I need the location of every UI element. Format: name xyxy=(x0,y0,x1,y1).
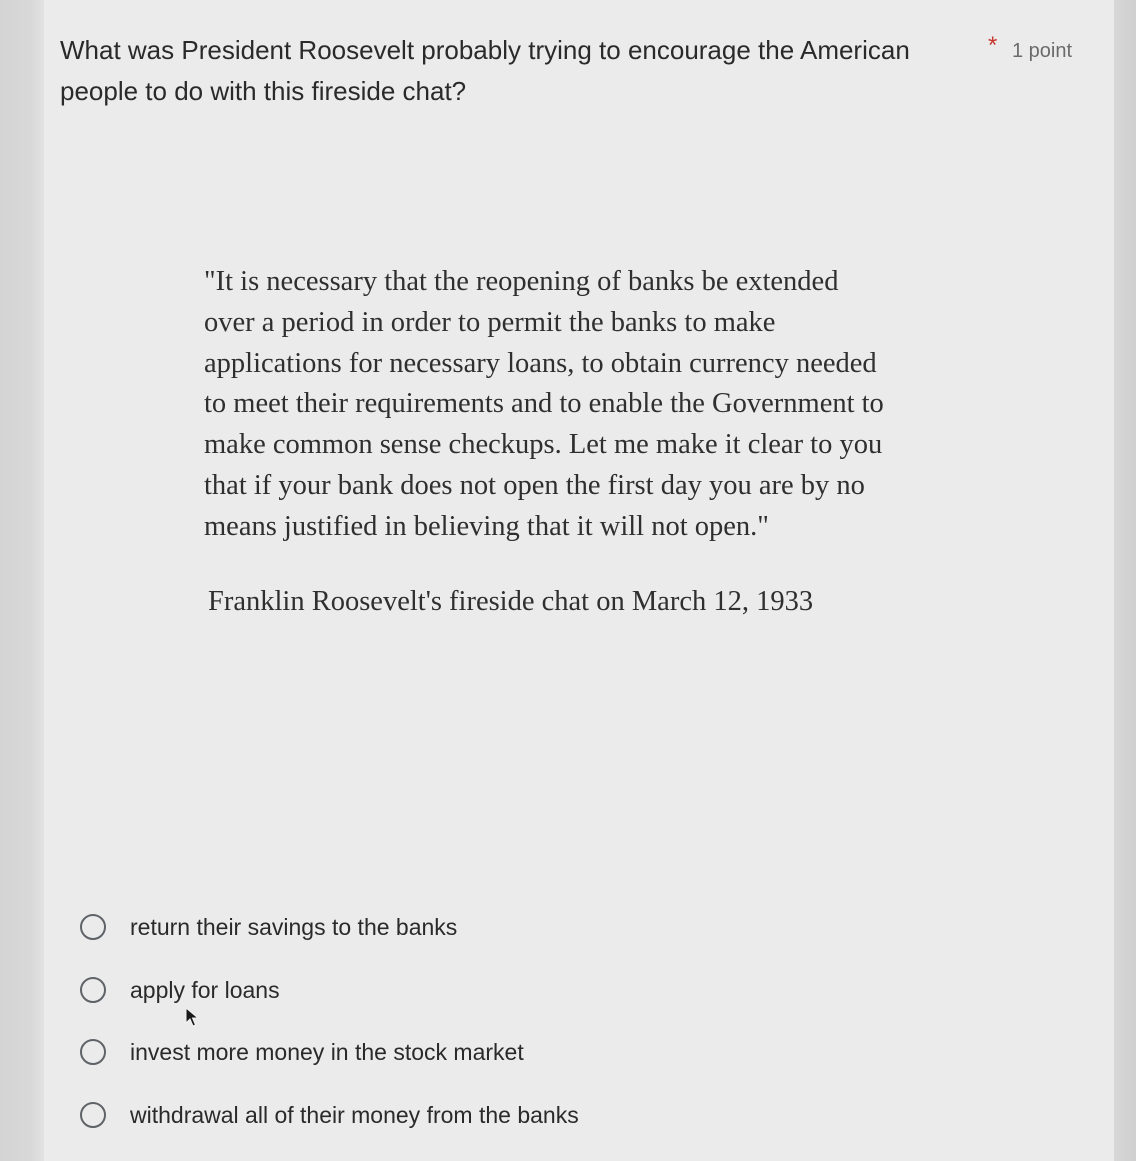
option-label[interactable]: withdrawal all of their money from the banks xyxy=(130,1101,579,1128)
radio-button[interactable] xyxy=(80,1039,106,1065)
answer-options xyxy=(80,906,579,1156)
radio-button[interactable] xyxy=(80,914,106,940)
quote-text: "It is necessary that the reopening of banks be extended over a period in order to permit the banks to make applications for necessary loans, to obtain currency needed to meet their requirements and to enable the Government to make common sense checkups. Let me make it clear to you that if your bank does not open the first day you are by no means justified in believing that it will not open." xyxy=(204,266,884,542)
option-invest-stock[interactable] xyxy=(80,1031,579,1094)
question-text: What was President Roosevelt probably trying to encourage the American people to do with this fireside chat? xyxy=(60,35,910,106)
quote-attribution: Franklin Roosevelt's fireside chat on March 12, 1933 xyxy=(208,585,814,617)
option-label[interactable]: return their savings to the banks xyxy=(130,914,458,940)
points-label: 1 point xyxy=(1012,40,1073,62)
radio-button[interactable] xyxy=(80,977,106,1003)
required-asterisk: * xyxy=(988,32,998,59)
mouse-pointer-icon xyxy=(183,1006,203,1030)
option-apply-loans[interactable] xyxy=(80,969,579,1032)
option-return-savings[interactable] xyxy=(80,906,579,969)
quote-image xyxy=(204,262,904,618)
radio-button[interactable] xyxy=(80,1102,106,1128)
option-label[interactable]: apply for loans xyxy=(130,976,280,1003)
option-withdraw-money[interactable] xyxy=(80,1094,579,1157)
option-label[interactable]: invest more money in the stock market xyxy=(130,1039,524,1065)
